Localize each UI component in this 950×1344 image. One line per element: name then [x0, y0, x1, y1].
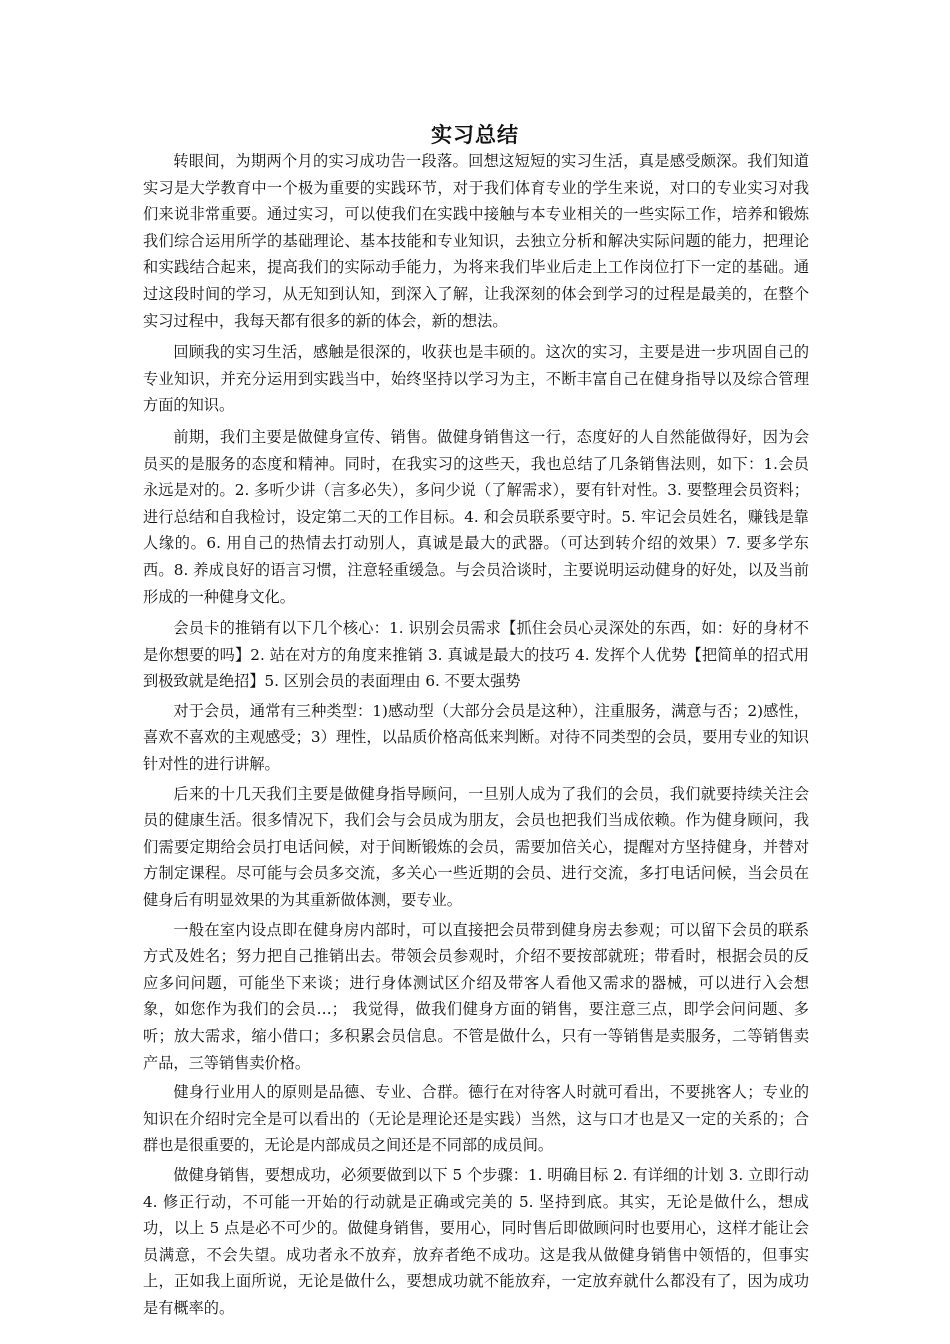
paragraph-6: 后来的十几天我们主要是做健身指导顾问，一旦别人成为了我们的会员，我们就要持续关注会员的健康生活。很多情况下，我们会与会员成为朋友，会员也把我们当成依赖。作为健身顾问，我们需要定期给会员打电话问候，对于间断锻炼的会员，需要加倍关心，提醒对方坚持健身，并替对方制定课程。尽可能与会员多交流，多关心一些近期的会员、进行交流，多打电话问候，当会员在健身后有明显效果的为其重新做体测，要专业。	[143, 784, 809, 910]
paragraph-9: 做健身销售，要想成功，必须要做到以下 5 个步骤：1. 明确目标 2. 有详细的计划 3. 立即行动 4. 修正行动，不可能一开始的行动就是正确或完美的 5. 坚持到底。其实，无论是做什么，想成功，以上 5 点是必不可少的。做健身销售，要用心，同时售后即做顾问时也要用心，这样才能让会员满意，不会失望。成功者永不放弃，放弃者绝不成功。这是我从做健身销售中领悟的，但事实上，正如我上面所说，无论是做什么，要想成功就不能放弃，一定放弃就什么都没有了，因为成功是有概率的。	[143, 1165, 809, 1317]
paragraph-4: 会员卡的推销有以下几个核心：1. 识别会员需求【抓住会员心灵深处的东西，如：好的身材不是你想要的吗】2. 站在对方的角度来推销 3. 真诚是最大的技巧 4. 发挥个人优势【把简单的招式用到极致就是绝招】5. 区别会员的表面理由 6. 不要太强势	[143, 619, 809, 691]
document-title: 实习总结	[431, 123, 519, 147]
paragraph-3: 前期，我们主要是做健身宣传、销售。做健身销售这一行，态度好的人自然能做得好，因为会员买的是服务的态度和精神。同时，在我实习的这些天，我也总结了几条销售法则，如下：1.会员永远是对的。2. 多听少讲（言多必失），多问少说（了解需求），要有针对性。3. 要整理会员资料；进行总结和自我检讨，设定第二天的工作目标。4. 和会员联系要守时。5. 牢记会员姓名，赚钱是靠人缘的。6. 用自己的热情去打动别人，真诚是最大的武器。（可达到转介绍的效果）7. 要多学东西。8. 养成良好的语言习惯，注意轻重缓急。与会员洽谈时，主要说明运动健身的好处，以及当前形成的一种健身文化。	[143, 427, 809, 606]
paragraph-5: 对于会员，通常有三种类型：1)感动型（大部分会员是这种），注重服务，满意与否；2)感性，喜欢不喜欢的主观感受；3）理性，以品质价格高低来判断。对待不同类型的会员，要用专业的知识针对性的进行讲解。	[143, 701, 809, 774]
paragraph-7: 一般在室内设点即在健身房内部时，可以直接把会员带到健身房去参观；可以留下会员的联系方式及姓名；努力把自己推销出去。带领会员参观时，介绍不要按部就班；带看时，根据会员的反应多问问题，可能坐下来谈；进行身体测试区介绍及带客人看他又需求的器械，可以进行入会想象，如您作为我们的会员…； 我觉得，做我们健身方面的销售，要注意三点，即学会问问题、多听；放大需求，缩小借口；多积累会员信息。不管是做什么，只有一等销售是卖服务，二等销售卖产品，三等销售卖价格。	[143, 920, 809, 1072]
paragraph-2: 回顾我的实习生活，感触是很深的，收获也是丰硕的。这次的实习，主要是进一步巩固自己的专业知识，并充分运用到实践当中，始终坚持以学习为主，不断丰富自己在健身指导以及综合管理方面的知识。	[143, 343, 809, 415]
document-body	[143, 148, 809, 1325]
paragraph-1: 转眼间，为期两个月的实习成功告一段落。回想这短短的实习生活，真是感受颇深。我们知道实习是大学教育中一个极为重要的实践环节，对于我们体育专业的学生来说，对口的专业实习对我们来说非常重要。通过实习，可以使我们在实践中接触与本专业相关的一些实际工作，培养和锻炼我们综合运用所学的基础理论、基本技能和专业知识，去独立分析和解决实际问题的能力，把理论和实践结合起来，提高我们的实际动手能力，为将来我们毕业后走上工作岗位打下一定的基础。通过这段时间的学习，从无知到认知，到深入了解，让我深刻的体会到学习的过程是最美的，在整个实习过程中，我每天都有很多的新的体会，新的想法。	[143, 152, 809, 330]
paragraph-8: 健身行业用人的原则是品德、专业、合群。德行在对待客人时就可看出，不要挑客人；专业的知识在介绍时完全是可以看出的（无论是理论还是实践）当然，这与口才也是又一定的关系的；合群也是很重要的，无论是内部成员之间还是不同部的成员间。	[143, 1083, 809, 1155]
